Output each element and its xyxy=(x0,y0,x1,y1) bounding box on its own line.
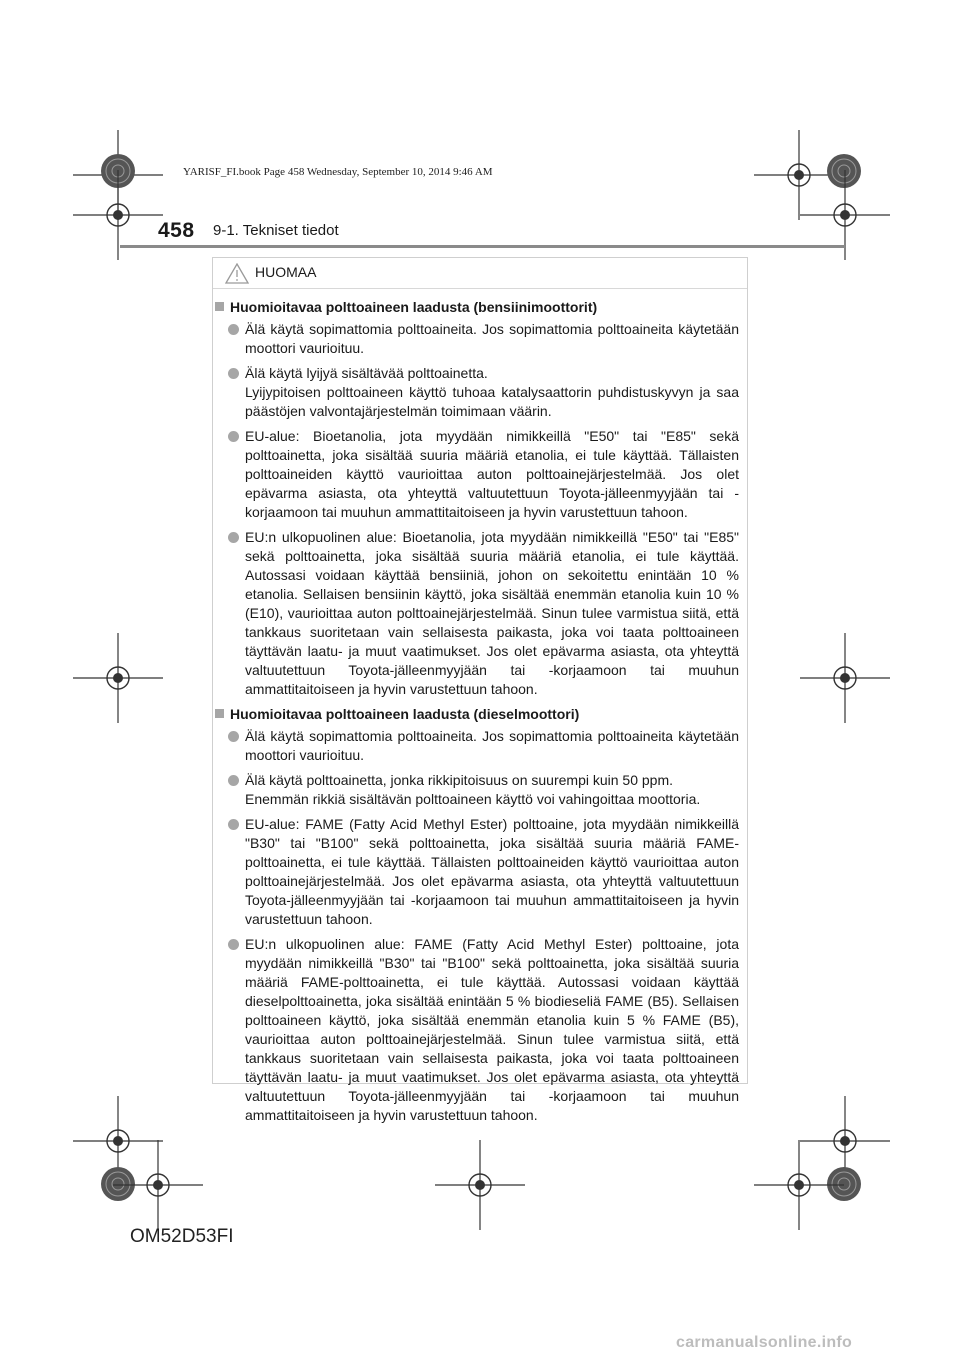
list-item xyxy=(213,727,747,765)
list-item xyxy=(213,771,747,809)
warning-triangle-icon xyxy=(225,263,249,289)
section-heading xyxy=(213,705,747,724)
document-code: OM52D53FI xyxy=(130,1226,234,1247)
square-bullet-icon xyxy=(215,709,224,718)
section-heading xyxy=(213,298,747,317)
list-item xyxy=(213,815,747,929)
section-title: 9-1. Tekniset tiedot xyxy=(213,222,339,239)
section-heading-text: Huomioitavaa polttoaineen laadusta (bensiinimoottorit) xyxy=(230,299,598,315)
list-item-text: Älä käytä sopimattomia polttoaineita. Jos sopimattomia polttoaineita käytetään moottori vaurioituu. xyxy=(245,321,739,356)
circle-bullet-icon xyxy=(228,731,239,742)
registration-mark-bottom-left xyxy=(113,1140,203,1230)
square-bullet-icon xyxy=(215,302,224,311)
page-number: 458 xyxy=(158,219,195,242)
list-item xyxy=(213,935,747,1125)
section-heading-text: Huomioitavaa polttoaineen laadusta (dieselmoottori) xyxy=(230,706,580,722)
list-item-text: EU-alue: FAME (Fatty Acid Methyl Ester) polttoaine, jota myydään nimikkeillä "B30" tai "B100" sekä polttoainetta, joka sisältää suuria määriä FAME-polttoainetta, ei tule käyttää. Tällaisten polttoaineiden käyttö vaurioittaa auton polttoainejärjestelmää. Jos olet epävarma asiasta, ota yhteyttä valtuutettuun Toyota-jälleenmyyjään tai -korjaamoon tai muuhun ammattitaitoiseen ja hyvin varustettuun tahoon. xyxy=(245,816,739,927)
list-item-text: Älä käytä lyijyä sisältävää polttoainetta. Lyijypitoisen polttoaineen käyttö tuhoaa katalysaattorin puhdistuskyvyn ja saa päästöjen valvontajärjestelmän toimimaan väärin. xyxy=(245,365,739,419)
list-item-text: Älä käytä sopimattomia polttoaineita. Jos sopimattomia polttoaineita käytetään moottori vaurioituu. xyxy=(245,728,739,763)
registration-mark-middle-right xyxy=(800,633,890,723)
circle-bullet-icon xyxy=(228,939,239,950)
list-item-text: EU:n ulkopuolinen alue: Bioetanolia, jota myydään nimikkeillä "E50" tai "E85" sekä polttoainetta, joka sisältää suuria määriä etanolia, ei tule käyttää. Autossasi voidaan käyttää bensiiniä, johon on sekoitettu enintään 10 % etanolia. Sellaisen bensiinin käyttö, joka sisältää enemmän etanolia kuin 10 % (E10), vaurioittaa auton polttoainejärjestelmää. Sinun tulee varmistua siitä, että tankkaus suoritetaan vain sellaisesta paikasta, joka voi taata polttoaineen täyttävän laatu- ja muut vaatimukset. Jos olet epävarma asiasta, ota yhteyttä valtuutettuun Toyota-jälleenmyyjään tai -korjaamoon tai muuhun ammattitaitoiseen ja hyvin varustettuun tahoon. xyxy=(245,529,739,697)
list-item-text: EU:n ulkopuolinen alue: FAME (Fatty Acid Methyl Ester) polttoaine, jota myydään nimikkeillä "B30" tai "B100" sekä polttoainetta, joka sisältää suuria määriä FAME-polttoainetta, ei tule käyttää. Autossasi voidaan käyttää dieselpolttoainetta, joka sisältää enintään 5 % biodieseliä FAME (B5). Sellaisen polttoaineen käyttö, joka sisältää enemmän etanolia kuin 5 % FAME (B5), vaurioittaa auton polttoainejärjestelmää. Sinun tulee varmistua siitä, että tankkaus suoritetaan vain sellaisesta paikasta, joka voi taata polttoaineen täyttävän laatu- ja muut vaatimukset. Jos olet epävarma asiasta, ota yhteyttä valtuutettuun Toyota-jälleenmyyjään tai -korjaamoon tai muuhun ammattitaitoiseen ja hyvin varustettuun tahoon. xyxy=(245,936,739,1123)
list-item-text: Älä käytä polttoainetta, jonka rikkipitoisuus on suurempi kuin 50 ppm. Enemmän rikkiä sisältävän polttoaineen käyttö voi vahingoittaa moottoria. xyxy=(245,772,701,807)
circle-bullet-icon xyxy=(228,532,239,543)
registration-mark-bottom-center xyxy=(435,1140,525,1230)
registration-mark-bottom-right xyxy=(754,1140,844,1230)
circle-bullet-icon xyxy=(228,819,239,830)
registration-mark-middle-left xyxy=(73,633,163,723)
list-item xyxy=(213,528,747,699)
circle-bullet-icon xyxy=(228,431,239,442)
notice-box xyxy=(212,257,748,1123)
list-item-text: EU-alue: Bioetanolia, jota myydään nimikkeillä "E50" tai "E85" sekä polttoainetta, joka sisältää suuria määriä etanolia, ei tule käyttää. Tällaisten polttoaineiden käyttö vaurioittaa auton polttoainejärjestelmää. Jos olet epävarma asiasta, ota yhteyttä valtuutettuun Toyota-jälleenmyyjään tai -korjaamoon tai muuhun ammattitaitoiseen ja hyvin varustettuun tahoon. xyxy=(245,428,739,520)
notice-header xyxy=(213,258,747,289)
circle-bullet-icon xyxy=(228,368,239,379)
header-rule xyxy=(120,245,845,248)
watermark: carmanualsonline.info xyxy=(676,1334,853,1351)
list-item xyxy=(213,364,747,421)
notice-title: HUOMAA xyxy=(255,264,317,280)
book-meta-line: YARISF_FI.book Page 458 Wednesday, September 10, 2014 9:46 AM xyxy=(183,166,493,178)
circle-bullet-icon xyxy=(228,324,239,335)
notice-content xyxy=(213,298,747,1131)
list-item xyxy=(213,320,747,358)
list-item xyxy=(213,427,747,522)
circle-bullet-icon xyxy=(228,775,239,786)
